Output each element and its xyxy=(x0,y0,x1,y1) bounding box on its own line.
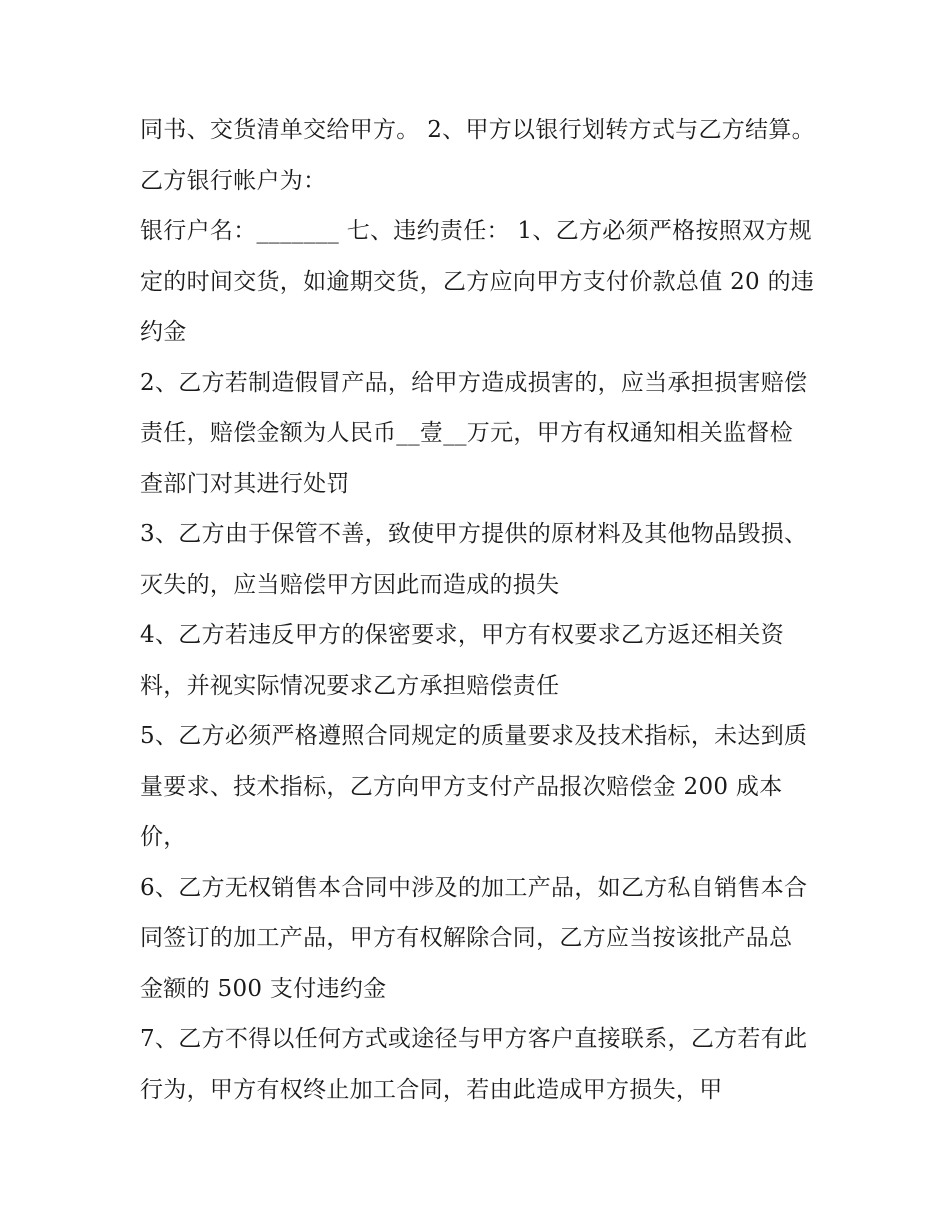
paragraph-payment-account: 同书、交货清单交给甲方。 2、甲方以银行划转方式与乙方结算。乙方银行帐户为： xyxy=(140,117,815,194)
paragraph-breach-liability-2: 2、乙方若制造假冒产品，给甲方造成损害的，应当承担损害赔偿责任，赔偿金额为人民币__壹__万元，甲方有权通知相关监督检查部门对其进行处罚 xyxy=(140,369,808,497)
paragraph-breach-liability-7: 7、乙方不得以任何方式或途径与甲方客户直接联系，乙方若有此行为，甲方有权终止加工合同，若由此造成甲方损失，甲 xyxy=(140,1026,808,1103)
paragraph-breach-liability-4: 4、乙方若违反甲方的保密要求，甲方有权要求乙方返还相关资料，并视实际情况要求乙方承担赔偿责任 xyxy=(140,622,785,699)
paragraph-breach-liability-1: 银行户名：_______ 七、违约责任： 1、乙方必须严格按照双方规定的时间交货，如逾期交货，乙方应向甲方支付价款总值 20 的违约金 xyxy=(140,218,815,345)
paragraph-breach-liability-3: 3、乙方由于保管不善，致使甲方提供的原材料及其他物品毁损、灭失的，应当赔偿甲方因此而造成的损失 xyxy=(140,521,808,598)
paragraph-breach-liability-6: 6、乙方无权销售本合同中涉及的加工产品，如乙方私自销售本合同签订的加工产品，甲方有权解除合同，乙方应当按该批产品总金额的 500 支付违约金 xyxy=(140,874,808,1002)
document-body xyxy=(140,105,815,1115)
paragraph-breach-liability-5: 5、乙方必须严格遵照合同规定的质量要求及技术指标，未达到质量要求、技术指标，乙方向甲方支付产品报次赔偿金 200 成本价， xyxy=(140,723,808,850)
